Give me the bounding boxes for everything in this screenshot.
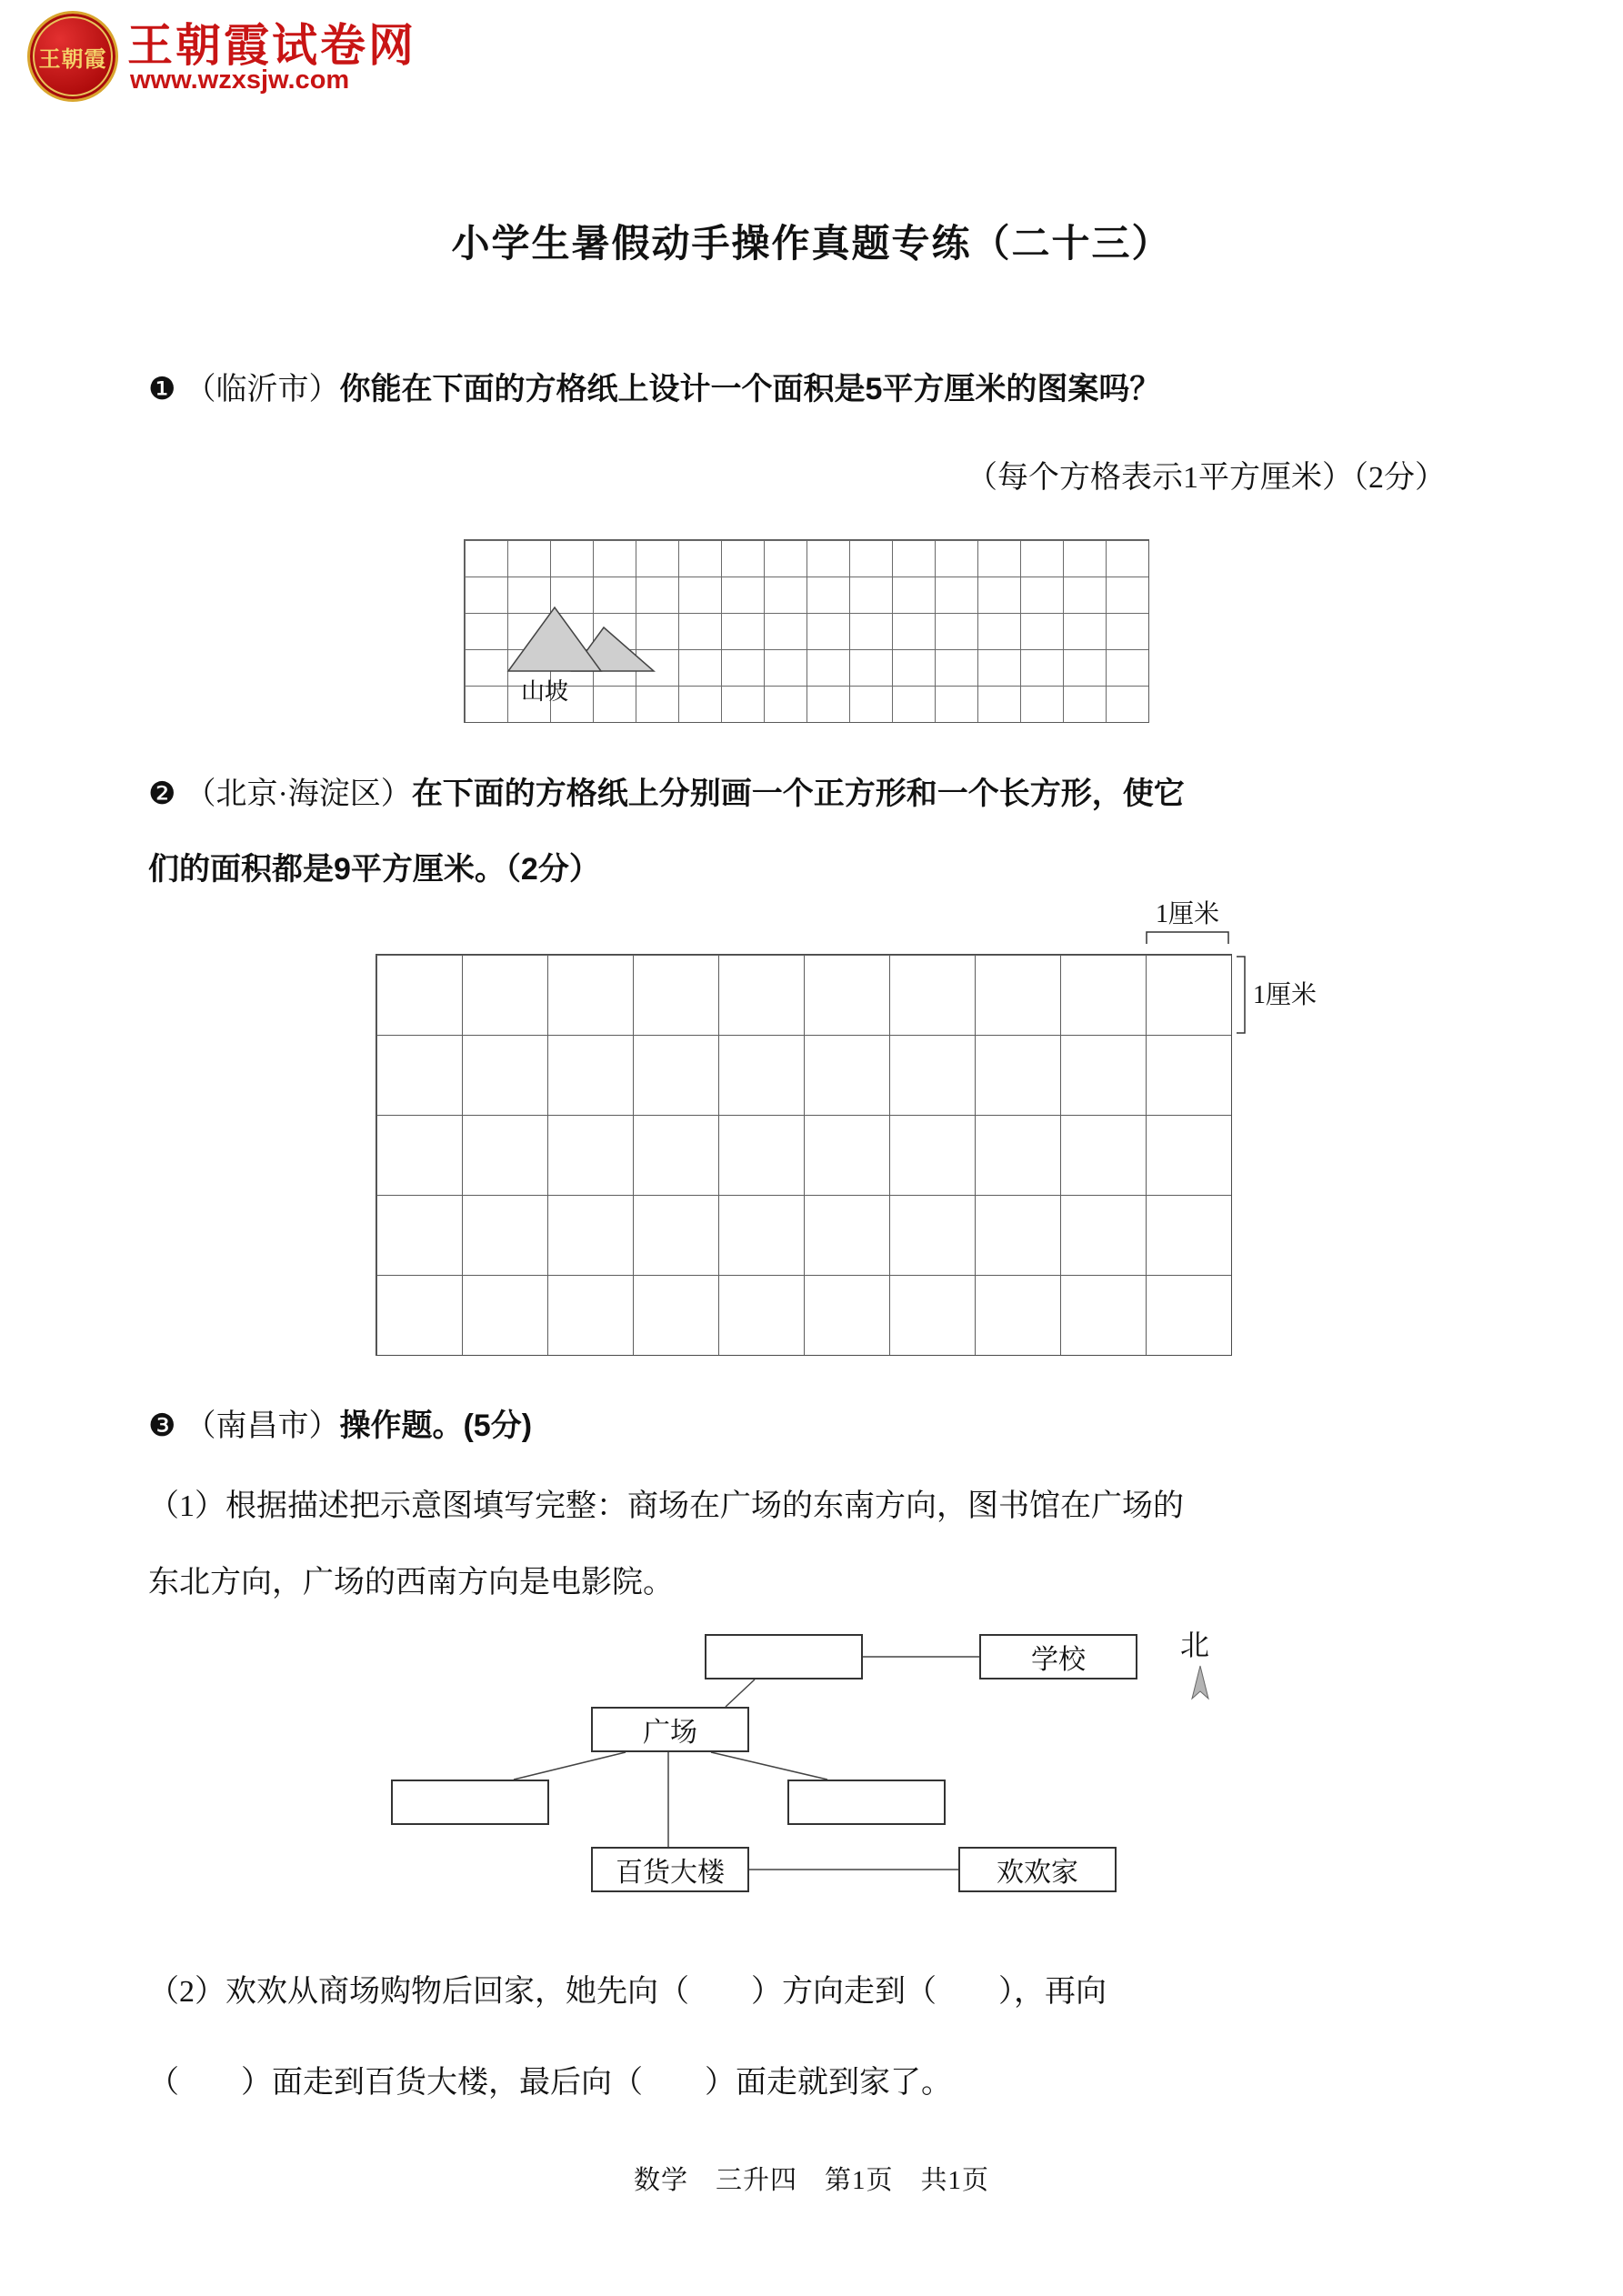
question-3-part2-line1: （2）欢欢从商场购物后回家，她先向（ ）方向走到（ ），再向 xyxy=(148,1975,1107,2009)
question-3-number: ❸ xyxy=(148,1408,176,1444)
seal-logo-icon xyxy=(27,11,118,102)
north-arrow-icon xyxy=(1191,1664,1209,1700)
question-2-text-line2: 们的面积都是9平方厘米。（2分） xyxy=(148,852,600,887)
question-2-number: ❷ xyxy=(148,776,176,812)
question-1-stem xyxy=(148,364,1160,408)
question-1-text: 你能在下面的方格纸上设计一个面积是5平方厘米的图案吗？ xyxy=(339,372,1161,406)
height-bracket-icon xyxy=(1234,955,1248,1035)
diagram-box-school: 学校 xyxy=(979,1634,1137,1679)
question-1-number: ❶ xyxy=(148,371,176,407)
question-1-region: （临沂市） xyxy=(185,373,340,406)
diagram-blank-box-top xyxy=(705,1634,863,1679)
north-label: 北 xyxy=(1180,1629,1210,1661)
site-url: www.wzxsjw.com xyxy=(130,65,350,95)
unit-label-right: 1厘米 xyxy=(1253,981,1317,1009)
question-2-stem-line1 xyxy=(148,768,1185,813)
diagram-blank-box-left xyxy=(391,1780,549,1825)
question-3-part1-line1: （1）根据描述把示意图填写完整：商场在广场的东南方向，图书馆在广场的 xyxy=(148,1489,1184,1523)
question-3-part2-line2: （ ）面走到百货大楼，最后向（ ）面走就到家了。 xyxy=(148,2066,952,2100)
direction-diagram xyxy=(364,1619,1291,1910)
seal-logo-text: 王朝霞 xyxy=(38,46,107,72)
question-2-stem-line2 xyxy=(148,844,600,888)
question-2-text-line1: 在下面的方格纸上分别画一个正方形和一个长方形，使它 xyxy=(411,777,1185,811)
question-3-part1-line2: 东北方向，广场的西南方向是电影院。 xyxy=(148,1566,674,1599)
page-footer: 数学 三升四 第1页 共1页 xyxy=(633,2166,989,2195)
diagram-box-plaza: 广场 xyxy=(591,1707,749,1752)
unit-label-top: 1厘米 xyxy=(1155,900,1219,928)
diagram-box-store: 百货大楼 xyxy=(591,1847,749,1892)
question-3-region: （南昌市） xyxy=(185,1409,340,1443)
width-bracket-icon xyxy=(1145,929,1230,946)
hill-label: 山坡 xyxy=(521,678,569,705)
question-3-text: 操作题。(5分) xyxy=(339,1409,533,1443)
answer-grid-1 xyxy=(464,539,1149,723)
diagram-blank-box-right xyxy=(787,1780,946,1825)
site-name: 王朝霞试卷网 xyxy=(127,20,416,71)
answer-grid-2 xyxy=(376,954,1232,1356)
question-2-region: （北京·海淀区） xyxy=(185,777,412,811)
question-1-note: （每个方格表示1平方厘米）（2分） xyxy=(967,461,1446,495)
page-title: 小学生暑假动手操作真题专练（二十三） xyxy=(451,222,1172,265)
question-3-stem xyxy=(148,1400,532,1445)
diagram-box-home: 欢欢家 xyxy=(958,1847,1117,1892)
